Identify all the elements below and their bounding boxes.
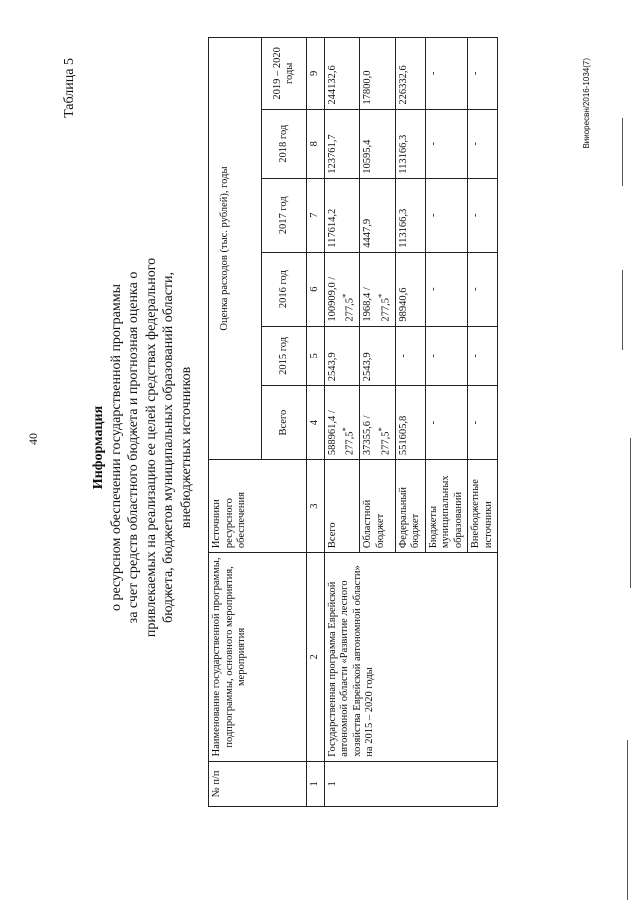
year-2019-2020-cell: - xyxy=(425,38,468,110)
year-2015-cell: - xyxy=(425,326,468,386)
year-2016-value: 100909,0 / 277,5 xyxy=(326,276,356,322)
column-number-row xyxy=(307,38,325,807)
title-line: бюджета, бюджетов муниципальных образований области, xyxy=(161,271,176,624)
year-2018-cell: 113166,3 xyxy=(395,109,425,178)
year-2019-2020-cell: - xyxy=(468,38,498,110)
header-name: Наименование государственной программы, подпрограммы, основного мероприятия, мероприятия xyxy=(209,553,307,762)
table-header-row xyxy=(209,38,262,807)
header-no: № п/п xyxy=(209,761,307,806)
column-number: 6 xyxy=(307,252,325,326)
total-cell: - xyxy=(425,386,468,460)
resource-table xyxy=(208,37,498,807)
row-number: 1 xyxy=(324,761,498,806)
title-line: за счет средств областного бюджета и прогнозная оценка о xyxy=(126,271,141,624)
header-estimate: Оценка расходов (тыс. рублей), годы xyxy=(209,38,262,460)
column-number: 3 xyxy=(307,460,325,553)
footnote-mark: * xyxy=(375,293,386,298)
year-2015-cell: 2543,9 xyxy=(324,326,360,386)
year-2016-cell xyxy=(324,252,360,326)
page-number: 40 xyxy=(26,433,40,445)
header-year-2016: 2016 год xyxy=(262,252,307,326)
header-year-2017: 2017 год xyxy=(262,178,307,252)
source-cell: Всего xyxy=(324,460,360,553)
header-year-2018: 2018 год xyxy=(262,109,307,178)
column-number: 5 xyxy=(307,326,325,386)
year-2017-cell: 4447,9 xyxy=(360,178,396,252)
title-heading: Информация xyxy=(91,405,106,490)
source-cell: Бюджеты муниципальных образований xyxy=(425,460,468,553)
source-cell: Внебюджетные источники xyxy=(468,460,498,553)
year-2015-cell: 2543,9 xyxy=(360,326,396,386)
total-value: 588961,4 / 277,5 xyxy=(326,410,356,456)
year-2018-cell: 10595,4 xyxy=(360,109,396,178)
year-2018-cell: - xyxy=(425,109,468,178)
document-code: Вииоресвн/2016-1034(7) xyxy=(582,58,591,149)
document-title xyxy=(90,170,195,725)
table-row xyxy=(324,38,360,807)
year-2015-cell: - xyxy=(395,326,425,386)
header-source: Источники ресурсного обеспечения xyxy=(209,460,307,553)
source-cell: Федеральный бюджет xyxy=(395,460,425,553)
total-cell xyxy=(360,386,396,460)
title-line: внебюджетных источников xyxy=(178,366,194,529)
year-2017-cell: - xyxy=(468,178,498,252)
year-2015-cell: - xyxy=(468,326,498,386)
year-2017-cell: - xyxy=(425,178,468,252)
footnote-mark: * xyxy=(375,427,386,432)
table-label: Таблица 5 xyxy=(62,58,77,118)
year-2016-value: 1968,4 / 277,5 xyxy=(362,287,391,322)
title-line: привлекаемых на реализацию ее целей средствах федерального xyxy=(143,257,159,638)
year-2016-cell: - xyxy=(468,252,498,326)
year-2019-2020-cell: 244132,6 xyxy=(324,38,360,110)
header-year-2019-2020: 2019 – 2020 годы xyxy=(262,38,307,110)
year-2016-cell: - xyxy=(425,252,468,326)
year-2016-cell: 98940,6 xyxy=(395,252,425,326)
year-2017-cell: 117614,2 xyxy=(324,178,360,252)
footnote-mark: * xyxy=(340,293,350,298)
column-number: 8 xyxy=(307,109,325,178)
year-2019-2020-cell: 226332,6 xyxy=(395,38,425,110)
year-2019-2020-cell: 17800,0 xyxy=(360,38,396,110)
title-line: о ресурсном обеспечении государственной программы xyxy=(108,283,124,612)
header-year-2015: 2015 год xyxy=(262,326,307,386)
column-number: 2 xyxy=(307,553,325,762)
column-number: 4 xyxy=(307,386,325,460)
header-total: Всего xyxy=(262,386,307,460)
year-2017-cell: 113166,3 xyxy=(395,178,425,252)
year-2018-cell: 123761,7 xyxy=(324,109,360,178)
total-cell: 551605,8 xyxy=(395,386,425,460)
year-2018-cell: - xyxy=(468,109,498,178)
year-2016-cell xyxy=(360,252,396,326)
footnote-mark: * xyxy=(340,427,350,432)
source-cell: Областной бюджет xyxy=(360,460,396,553)
total-value: 37355,6 / 277,5 xyxy=(362,415,391,456)
total-cell: - xyxy=(468,386,498,460)
column-number: 1 xyxy=(307,761,325,806)
column-number: 9 xyxy=(307,38,325,110)
column-number: 7 xyxy=(307,178,325,252)
program-name: Государственная программа Еврейской автономной области «Развитие лесного хозяйства Еврейской автономной области» на 2015 – 2020 годы xyxy=(324,553,498,762)
total-cell xyxy=(324,386,360,460)
